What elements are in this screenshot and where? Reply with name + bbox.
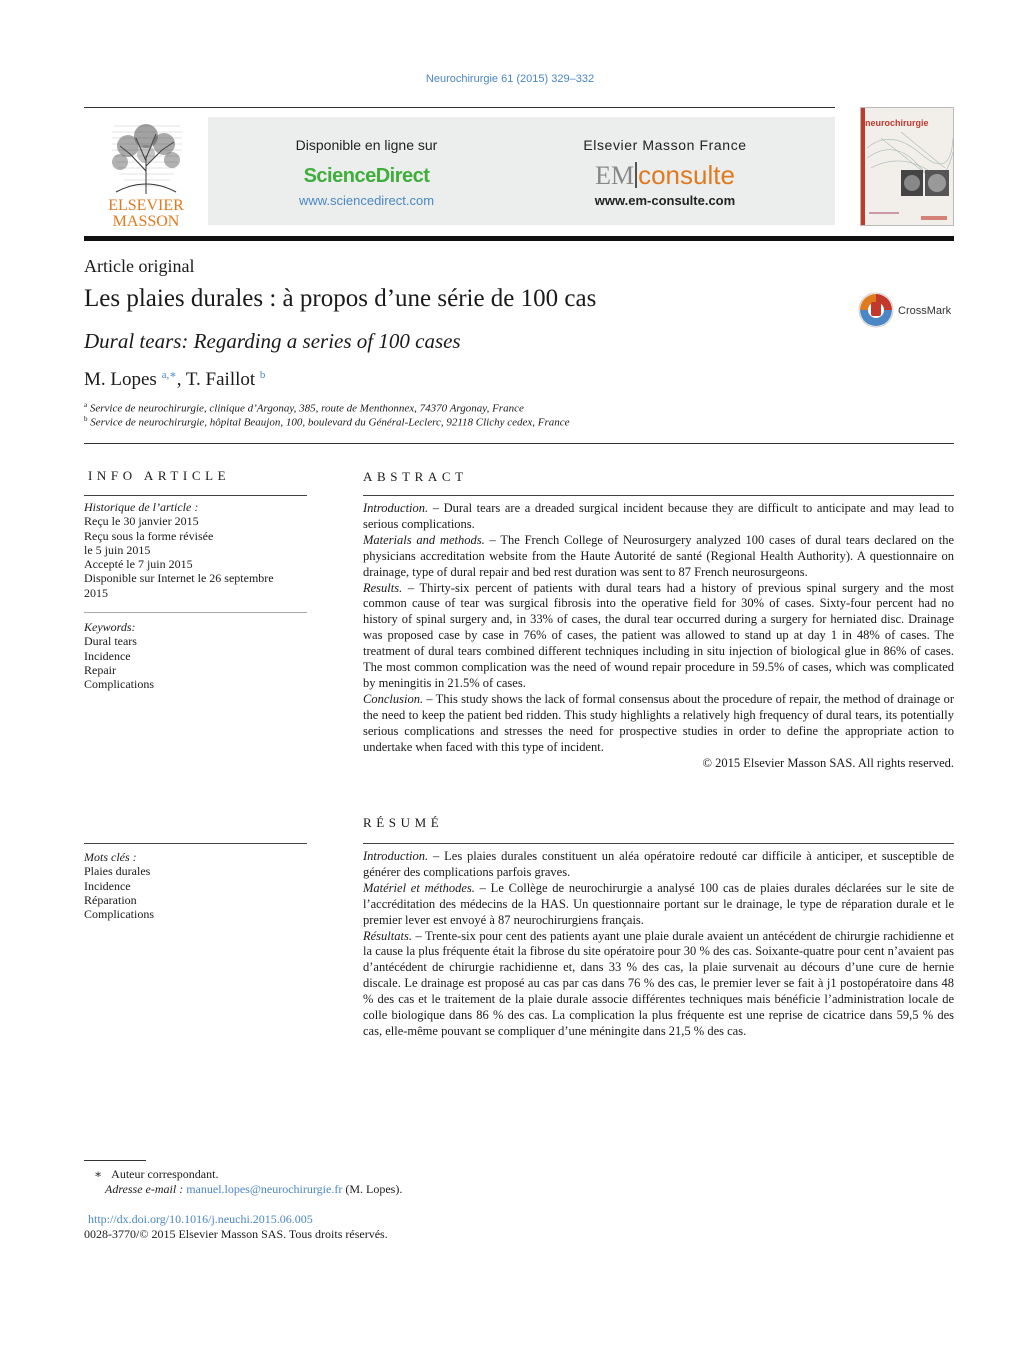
abstract-rule [363,495,954,496]
email-link[interactable]: manuel.lopes@neurochirurgie.fr [186,1182,343,1196]
header-thick-rule [84,236,954,241]
history-line: 2015 [84,585,108,600]
footnote-star: ∗ [94,1167,103,1181]
em-consulte-url[interactable]: www.em-consulte.com [594,193,736,208]
article-info-heading: INFO ARTICLE [88,468,231,483]
paragraph-label: Matériel et méthodes. [363,880,475,895]
footnote-rule [84,1160,146,1161]
paragraph-label: Materials and methods. [363,532,485,547]
paragraph-text: – Les plaies durales constituent un aléa opératoire redouté car difficile à anticiper, et susceptible de générer des complications parfois graves. [363,849,954,879]
keyword-item: Complications [84,677,154,692]
motcle-item: Plaies durales [84,864,151,879]
paragraph-label: Résultats. [363,928,412,943]
elsevier-tree-icon [100,116,192,228]
crossmark-icon [858,290,958,330]
header-rule [84,107,835,108]
email-label: Adresse e-mail : [105,1182,184,1196]
author-affiliation-marker[interactable]: a,∗ [161,369,177,381]
abstract-paragraph [363,581,954,692]
affiliation-marker: a [84,401,88,409]
motcle-item: Réparation [84,892,137,907]
paragraph-text: – Trente-six pour cent des patients ayant une plaie durale avaient un antécédent de chirurgie rachidienne et la cause la plus fréquente était la fibrose du site opératoire pour 30 % des cas. Soixante-quatre pour cent n’avaient pas d’antécédent de chirurgie rachidienne et, dans 33 % des cas, la plaie survenait au décours d’une cure de hernie discale. Le drainage est proposé au cas par cas dans 76 % des cas, le premier lever se fait à j1 postopératoire dans 48 % des cas et le traitement de la plaie durale associe différentes techniques mais bénéficie l’administration locale de colle biologique dans 86 % des cas. La complication la plus fréquente est une reprise de cicatrice dans 59,5 % des cas, elle-même pouvant se compliquer d’une méningite dans 21,5 % des cas. [363,928,954,1038]
history-label: Historique de l’article : [84,500,199,514]
resume-body [363,849,954,1040]
author-name[interactable]: M. Lopes [84,369,157,390]
history-line: Reçu le 30 janvier 2015 [84,514,199,529]
sciencedirect-logo[interactable]: ScienceDirect [303,165,430,187]
issn-copyright: 0028-3770/© 2015 Elsevier Masson SAS. Tous droits réservés. [84,1227,388,1241]
abstract-body [363,501,954,771]
email-suffix: (M. Lopes). [342,1182,403,1196]
affiliation-marker: b [84,415,88,423]
history-keywords-rule [84,612,307,613]
mots-cles-list [84,850,307,921]
history-line: Reçu sous la forme révisée [84,528,214,543]
author-affiliation-marker[interactable]: b [259,369,266,381]
article-type: Article original [84,256,195,276]
motcle-item: Incidence [84,878,131,893]
author-list [84,368,265,391]
paragraph-text: – Thirty-six percent of patients with dural tears had a history of previous spinal surgery and the most common cause of tear was surgical fibrosis into the operative field for 30% of cases. Sixty-four percent had no history of spinal surgery and, in 33% of cases, the dural tear occurred during a surgery for herniated disc. Drainage was proposed case by case in 76% of cases, the patient was allowed to stand up at day 1 in 48% of cases. The treatment of dural tears combined different techniques including in situ injection of biological glue in 86% of cases. The most common complication was the need of wound repair procedure in 59.5% of cases, which was complicated by meningitis in 21.5% of cases. [363,580,954,690]
cover-journal-title: neurochirurgie [865,118,929,128]
em-logo-part: EM [595,161,635,190]
elsevier-masson-france-text: Elsevier Masson France [583,137,747,153]
paragraph-text: – The French College of Neurosurgery analyzed 100 cases of dural tears declared on the physicians accreditation website from the Haute Autorité de santé (Regional Health Authority). A questionnaire on drainage, type of dural repair and bed rest duration was sent to 87 French neurosurgeons. [363,532,954,579]
paragraph-label: Introduction. [363,849,429,863]
resume-heading: RÉSUMÉ [363,815,444,830]
affiliation-text: Service de neurochirurgie, clinique d’Argonay, 385, route de Menthonnex, 74370 Argonay, France [89,402,524,415]
abstract-paragraph [363,501,954,533]
paragraph-label: Results. [363,580,403,595]
resume-paragraph [363,929,954,1040]
abstract-paragraph [363,533,954,581]
abstract-paragraph [363,692,954,756]
consulte-logo-part: consulte [638,160,735,190]
paragraph-label: Conclusion. [363,691,424,706]
article-title-french: Les plaies durales : à propos d’une série de 100 cas [84,285,597,312]
keywords-list [84,620,307,691]
affiliation-a [84,401,524,415]
elsevier-wordmark: ELSEVIER [108,197,184,214]
author-name[interactable]: T. Faillot [185,369,256,390]
em-consulte-logo[interactable] [525,160,805,191]
paragraph-text: – Dural tears are a dreaded surgical incident because they are difficult to anticipate and may lead to serious complications. [363,501,954,531]
available-online-text: Disponible en ligne sur [295,137,438,153]
title-divider [84,443,954,444]
keyword-item: Dural tears [84,634,137,649]
motscles-label: Mots clés : [84,850,137,864]
resume-paragraph [363,849,954,881]
motcle-item: Complications [84,907,154,922]
resume-paragraph [363,881,954,929]
author-separator: , [176,369,186,390]
article-info-rule [84,495,307,496]
corresponding-author-text: Auteur correspondant. [111,1167,219,1181]
affiliation-b [84,415,570,429]
history-line: le 5 juin 2015 [84,542,151,557]
abstract-heading: ABSTRACT [363,469,468,484]
sciencedirect-url[interactable]: www.sciencedirect.com [298,193,435,208]
keywords-label: Keywords: [84,620,136,634]
motscles-rule [84,843,307,844]
abstract-copyright: © 2015 Elsevier Masson SAS. All rights reserved. [702,755,954,770]
history-line: Disponible sur Internet le 26 septembre [84,571,274,586]
masson-wordmark: MASSON [112,213,180,228]
keyword-item: Incidence [84,648,131,663]
paragraph-label: Introduction. [363,501,429,515]
resume-rule [363,843,954,844]
corresponding-author-note [94,1167,218,1182]
elsevier-masson-logo[interactable] [100,116,192,228]
crossmark-badge[interactable] [858,290,958,330]
article-title-english: Dural tears: Regarding a series of 100 cases [84,329,461,353]
em-logo-separator [635,162,637,188]
history-line: Accepté le 7 juin 2015 [84,557,193,572]
paragraph-text: – This study shows the lack of formal consensus about the procedure of repair, the method of drainage or the need to keep the patient bed ridden. This study highlights a relatively high frequency of dural tears, its potentially serious complications and stresses the need for prospective studies in order to define the appropriate action to undertake when faced with this type of incident. [363,691,954,754]
crossmark-label: CrossMark [898,305,952,317]
keyword-item: Repair [84,662,116,677]
paragraph-text: – Le Collège de neurochirurgie a analysé 100 cas de plaies durales déclarées sur le site de l’accréditation des médecins de la HAS. Un questionnaire portant sur le drainage, le type de réparation durale et le premier lever est envoyé à 87 neurochirurgiens français. [363,880,954,927]
email-note [105,1182,402,1197]
journal-citation[interactable]: Neurochirurgie 61 (2015) 329–332 [425,73,595,85]
article-history [84,500,307,600]
affiliation-text: Service de neurochirurgie, hôpital Beaujon, 100, boulevard du Général-Leclerc, 92118 Clichy cedex, France [90,416,570,429]
doi-link[interactable]: http://dx.doi.org/10.1016/j.neuchi.2015.06.005 [88,1212,313,1226]
journal-cover-thumbnail[interactable] [860,107,954,226]
